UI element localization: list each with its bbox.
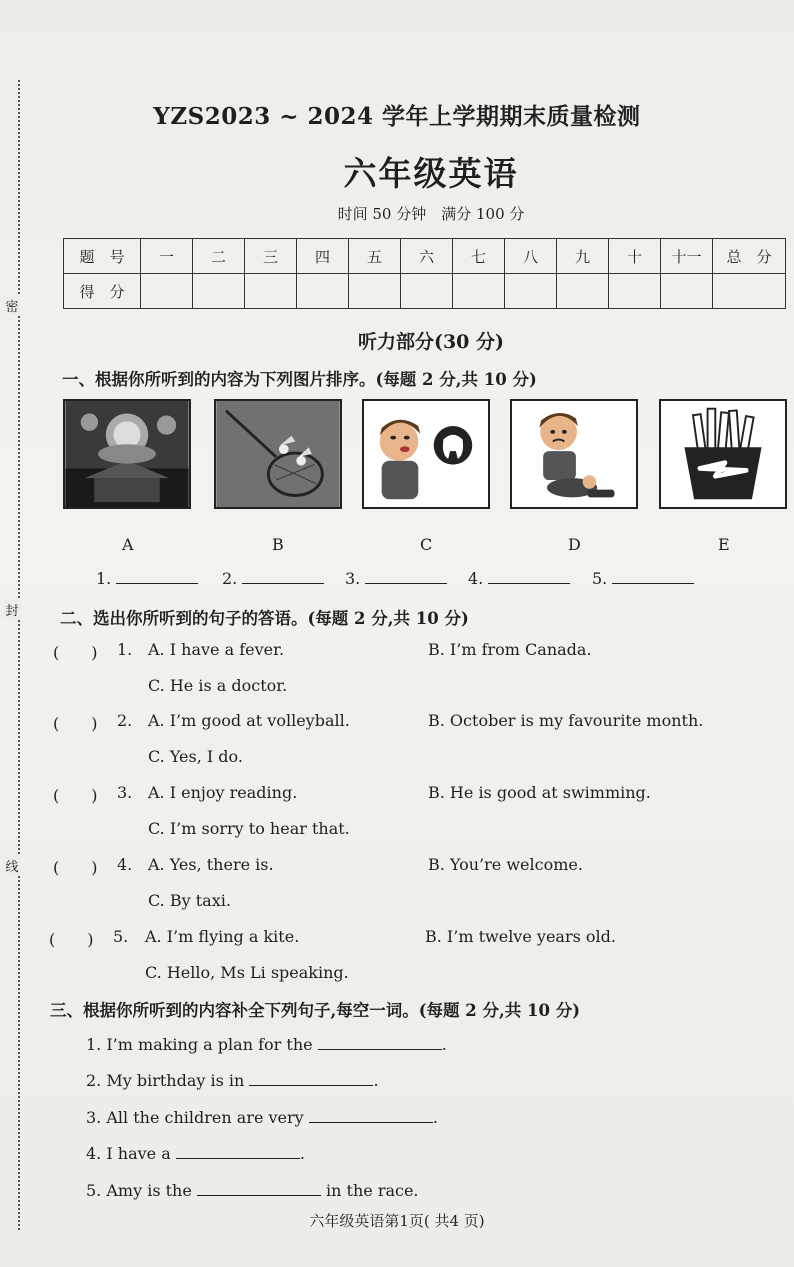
order-answer (222, 569, 324, 588)
sentence-end: . (299, 1144, 305, 1163)
option-a: A. I have a fever. (148, 640, 285, 659)
score-cell[interactable] (297, 274, 349, 309)
fill-in-sentence (86, 1071, 379, 1090)
option-c: C. Hello, Ms Li speaking. (145, 963, 349, 982)
option-b: B. He is good at swimming. (428, 783, 651, 802)
sentence-text: Amy is the (106, 1181, 192, 1200)
sentence-end: . (432, 1108, 438, 1127)
answer-blank[interactable] (488, 583, 570, 584)
column-header: 三 (245, 239, 297, 274)
answer-blank[interactable] (612, 583, 694, 584)
option-a: A. I’m good at volleyball. (148, 711, 350, 730)
answer-blank[interactable] (116, 583, 198, 584)
picture-letter: D (568, 535, 581, 554)
row-label: 得 分 (64, 274, 141, 309)
option-b: B. You’re welcome. (428, 855, 583, 874)
question-number: 3. (117, 783, 133, 802)
answer-number: 1. (96, 569, 112, 588)
column-header: 一 (141, 239, 193, 274)
order-answer (96, 569, 198, 588)
exam-title: YZS2023 ~ 2024 学年上学期期末质量检测 (153, 103, 641, 130)
picture-letter: B (272, 535, 284, 554)
fill-in-sentence (86, 1108, 438, 1127)
picture-letter: E (718, 535, 730, 554)
column-header: 七 (453, 239, 505, 274)
question-number: 5. (113, 927, 129, 946)
score-cell[interactable] (609, 274, 661, 309)
column-header: 十 (609, 239, 661, 274)
toothache-image (362, 399, 490, 509)
sentence-end: . (373, 1071, 379, 1090)
column-header: 九 (557, 239, 609, 274)
answer-paren[interactable]: ( ) (53, 786, 98, 805)
score-cell[interactable] (713, 274, 786, 309)
answer-number: 2. (222, 569, 238, 588)
question-number: 4. (117, 855, 133, 874)
column-header: 四 (297, 239, 349, 274)
score-table-header-row (64, 239, 786, 274)
fill-in-sentence (86, 1181, 419, 1200)
fill-in-sentence (86, 1035, 447, 1054)
badminton-icon (216, 401, 340, 507)
fill-blank[interactable] (309, 1122, 433, 1123)
score-cell[interactable] (349, 274, 401, 309)
fireworks-icon (65, 401, 189, 507)
sentence-text: I’m making a plan for the (106, 1035, 313, 1054)
sentence-end: in the race. (326, 1181, 419, 1200)
section1-title: 一、根据你所听到的内容为下列图片排序。(每题 2 分,共 10 分) (62, 370, 537, 389)
score-cell[interactable] (401, 274, 453, 309)
column-header: 二 (193, 239, 245, 274)
score-cell[interactable] (245, 274, 297, 309)
answer-paren[interactable]: ( ) (49, 930, 94, 949)
answer-paren[interactable]: ( ) (53, 858, 98, 877)
fill-blank[interactable] (197, 1195, 321, 1196)
option-a: A. Yes, there is. (148, 855, 274, 874)
answer-number: 3. (345, 569, 361, 588)
score-cell[interactable] (453, 274, 505, 309)
order-answer (345, 569, 447, 588)
answer-paren[interactable]: ( ) (53, 714, 98, 733)
binding-mark-seal: 密 (3, 296, 21, 315)
option-c: C. He is a doctor. (148, 676, 288, 695)
score-table-score-row (64, 274, 786, 309)
sentence-text: My birthday is in (106, 1071, 245, 1090)
french-fries-icon (661, 401, 785, 507)
column-header: 总 分 (713, 239, 786, 274)
column-header: 六 (401, 239, 453, 274)
option-c: C. By taxi. (148, 891, 231, 910)
option-b: B. October is my favourite month. (428, 711, 704, 730)
fill-blank[interactable] (176, 1158, 300, 1159)
fill-blank[interactable] (249, 1085, 373, 1086)
column-header: 八 (505, 239, 557, 274)
question-number: 1. (117, 640, 133, 659)
fill-blank[interactable] (318, 1049, 442, 1050)
column-header: 五 (349, 239, 401, 274)
sentence-number: 1. (86, 1035, 102, 1054)
fill-in-sentence (86, 1144, 305, 1163)
toothache-icon (364, 401, 488, 507)
score-cell[interactable] (557, 274, 609, 309)
hurt-knee-image (510, 399, 638, 509)
badminton-image (214, 399, 342, 509)
subject-title: 六年级英语 (343, 154, 519, 193)
picture-letter: C (420, 535, 433, 554)
option-a: A. I enjoy reading. (148, 783, 298, 802)
option-b: B. I’m twelve years old. (425, 927, 616, 946)
sentence-end: . (441, 1035, 447, 1054)
answer-number: 4. (468, 569, 484, 588)
sentence-number: 3. (86, 1108, 102, 1127)
score-cell[interactable] (141, 274, 193, 309)
column-header: 十一 (661, 239, 713, 274)
option-a: A. I’m flying a kite. (145, 927, 300, 946)
sentence-number: 2. (86, 1071, 102, 1090)
score-cell[interactable] (193, 274, 245, 309)
fireworks-image (63, 399, 191, 509)
order-answer (592, 569, 694, 588)
sentence-text: I have a (106, 1144, 171, 1163)
answer-blank[interactable] (242, 583, 324, 584)
score-cell[interactable] (661, 274, 713, 309)
score-cell[interactable] (505, 274, 557, 309)
option-b: B. I’m from Canada. (428, 640, 592, 659)
answer-blank[interactable] (365, 583, 447, 584)
picture-letter: A (122, 535, 134, 554)
listening-section-title: 听力部分(30 分) (357, 331, 505, 353)
section3-title: 三、根据你所听到的内容补全下列句子,每空一词。(每题 2 分,共 10 分) (50, 1001, 581, 1020)
question-number: 2. (117, 711, 133, 730)
page-footer: 六年级英语第1页( 共4 页) (309, 1212, 485, 1230)
binding-mark-line: 线 (3, 856, 21, 875)
order-answer (468, 569, 570, 588)
french-fries-image (659, 399, 787, 509)
time-score-info: 时间 50 分钟 满分 100 分 (337, 205, 525, 223)
sentence-number: 5. (86, 1181, 102, 1200)
binding-line (18, 80, 20, 1230)
option-c: C. Yes, I do. (148, 747, 243, 766)
hurt-knee-icon (512, 401, 636, 507)
score-table (63, 238, 786, 309)
section2-title: 二、选出你所听到的句子的答语。(每题 2 分,共 10 分) (60, 609, 469, 628)
answer-number: 5. (592, 569, 608, 588)
sentence-text: All the children are very (106, 1108, 304, 1127)
sentence-number: 4. (86, 1144, 102, 1163)
answer-paren[interactable]: ( ) (53, 643, 98, 662)
row-label: 题 号 (64, 239, 141, 274)
option-c: C. I’m sorry to hear that. (148, 819, 350, 838)
binding-mark-seal: 封 (3, 600, 21, 619)
